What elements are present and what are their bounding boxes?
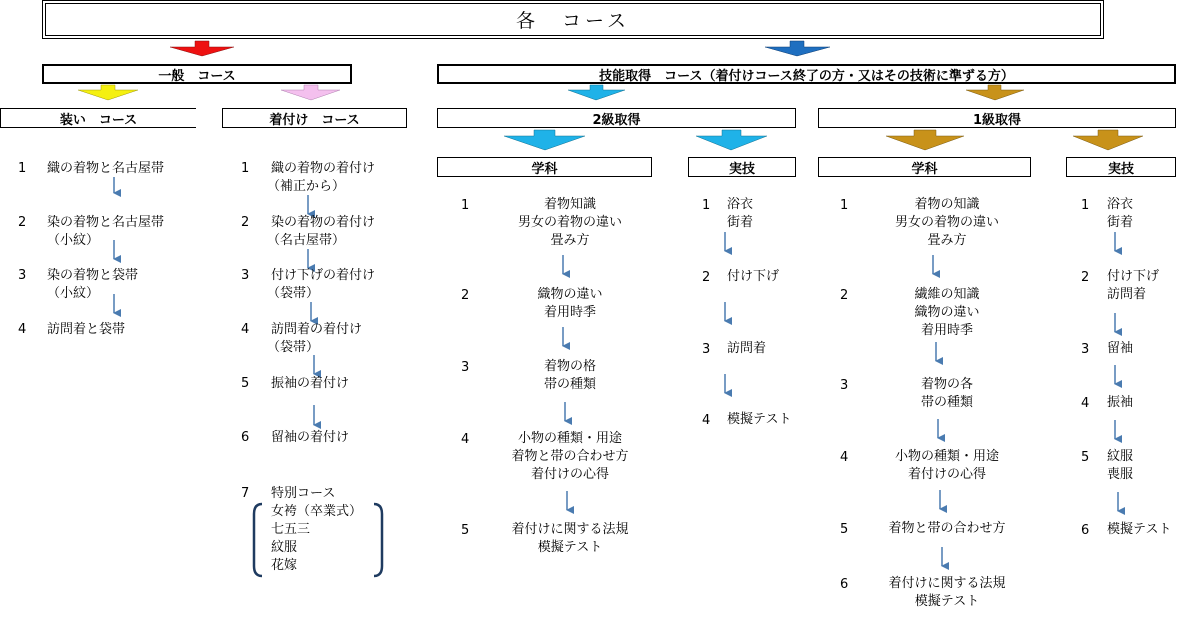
page-title: 各 コース (45, 3, 1101, 36)
g2-theory-line: 着物知識 (543, 197, 596, 212)
g2-practice-line: 浴衣 (727, 197, 754, 212)
g2-theory-line: 小物の種類・用途 (517, 431, 622, 446)
down-block-arrow-icon (78, 85, 138, 100)
dressing-item-num: 7 (241, 486, 250, 501)
g2-practice-line: 訪問着 (727, 341, 767, 356)
g2-theory-line: 男女の着物の違い (517, 215, 622, 230)
g1-practice-num: 4 (1081, 396, 1090, 411)
g1-theory-line: 男女の着物の違い (894, 215, 999, 230)
dressing-special-item: 七五三 (271, 522, 311, 537)
g2-practice-num: 4 (702, 413, 711, 428)
g1-practice-line: 浴衣 (1107, 197, 1134, 212)
grade2-header: 2級取得 (437, 108, 796, 128)
g1-theory-line: 織物の違い (914, 305, 980, 320)
g2-theory-line: 着物と帯の合わせ方 (511, 449, 629, 464)
g1-practice-line: 街着 (1107, 215, 1134, 230)
g2-theory-num: 2 (461, 288, 470, 303)
dressing-item-num: 2 (241, 215, 250, 230)
g2-theory-line: 着物の格 (543, 359, 596, 374)
g2-practice-line: 付け下げ (727, 269, 780, 284)
g2-theory-num: 5 (461, 523, 470, 538)
dressing-item-num: 3 (241, 268, 250, 283)
down-block-arrow-icon (765, 41, 830, 56)
down-block-arrow-icon (504, 130, 585, 150)
g1-theory-line: 小物の種類・用途 (894, 449, 999, 464)
g1-theory-line: 着物と帯の合わせ方 (888, 521, 1006, 536)
grade1-theory-header: 学科 (818, 157, 1031, 177)
dressing-item-num: 1 (241, 161, 250, 176)
g2-practice-num: 2 (702, 270, 711, 285)
grade2-theory-header: 学科 (437, 157, 652, 177)
down-block-arrow-icon (568, 85, 625, 100)
g1-practice-line: 訪問着 (1107, 287, 1147, 302)
g2-theory-line: 着用時季 (543, 305, 596, 320)
g1-theory-line: 繊維の知識 (914, 287, 980, 302)
g1-theory-num: 6 (840, 577, 849, 592)
g2-theory-line: 着付けに関する法規 (511, 522, 629, 537)
wear-item-label: 織の着物と名古屋帯 (47, 161, 165, 176)
dressing-item-sub: （名古屋帯） (267, 233, 346, 248)
dressing-item-label: 付け下げの着付け (271, 268, 376, 283)
wear-item-num: 2 (18, 215, 27, 230)
g2-practice-line: 街着 (727, 215, 754, 230)
g2-theory-line: 畳み方 (550, 233, 590, 248)
wear-item-sub: （小紋） (47, 286, 100, 301)
dressing-item-label: 訪問着の着付け (271, 322, 363, 337)
g1-theory-line: 着物の知識 (914, 197, 980, 212)
wear-item-sub: （小紋） (47, 233, 100, 248)
dressing-item-label: 振袖の着付け (271, 376, 350, 391)
wear-item-num: 1 (18, 161, 27, 176)
g2-theory-num: 1 (461, 198, 470, 213)
down-block-arrow-icon (696, 130, 767, 150)
grade2-practice-header: 実技 (688, 157, 796, 177)
down-block-arrow-icon (1073, 130, 1143, 150)
g1-practice-line: 付け下げ (1107, 269, 1160, 284)
down-block-arrow-icon (966, 85, 1024, 100)
g1-practice-line: 留袖 (1107, 341, 1134, 356)
g1-practice-num: 1 (1081, 198, 1090, 213)
g1-practice-line: 喪服 (1107, 467, 1134, 482)
g1-theory-line: 模擬テスト (914, 594, 980, 609)
g1-practice-num: 5 (1081, 450, 1090, 465)
dressing-item-num: 5 (241, 376, 250, 391)
g1-theory-line: 帯の種類 (920, 395, 973, 410)
g1-theory-line: 着用時季 (920, 323, 973, 338)
dressing-item-label: 織の着物の着付け (271, 161, 376, 176)
g2-theory-line: 着付けの心得 (530, 467, 609, 482)
g1-theory-num: 1 (840, 198, 849, 213)
g1-theory-line: 着付けの心得 (907, 467, 986, 482)
grade1-header: 1級取得 (818, 108, 1176, 128)
g2-theory-num: 4 (461, 432, 470, 447)
g1-theory-num: 5 (840, 522, 849, 537)
g2-theory-num: 3 (461, 360, 470, 375)
g2-theory-line: 織物の違い (537, 287, 603, 302)
dressing-item-sub: （袋帯） (267, 286, 320, 301)
dressing-item-num: 6 (241, 430, 250, 445)
g1-theory-num: 2 (840, 288, 849, 303)
g1-theory-num: 3 (840, 378, 849, 393)
g1-theory-line: 着物の各 (920, 377, 973, 392)
wear-item-num: 4 (18, 322, 27, 337)
dressing-item-num: 4 (241, 322, 250, 337)
g1-theory-line: 畳み方 (927, 233, 967, 248)
g2-theory-line: 模擬テスト (537, 540, 603, 555)
dressing-item-sub: （袋帯） (267, 340, 320, 355)
wear-item-num: 3 (18, 268, 27, 283)
g1-practice-num: 2 (1081, 270, 1090, 285)
g1-practice-line: 模擬テスト (1107, 522, 1172, 537)
dressing-item-label: 染の着物の着付け (271, 215, 376, 230)
g2-practice-line: 模擬テスト (727, 412, 792, 427)
g2-practice-num: 1 (702, 198, 711, 213)
general-course-header: 一般 コース (42, 64, 352, 84)
g1-theory-num: 4 (840, 450, 849, 465)
g1-theory-line: 着付けに関する法規 (888, 576, 1006, 591)
down-block-arrow-icon (886, 130, 964, 150)
g1-practice-line: 振袖 (1107, 395, 1134, 410)
dressing-item-label: 特別コース (271, 486, 336, 501)
down-block-arrow-icon (281, 85, 340, 100)
wear-course-header: 装い コース (0, 108, 196, 128)
dressing-special-item: 花嫁 (271, 558, 298, 573)
down-block-arrow-icon (170, 41, 234, 56)
g1-practice-line: 紋服 (1107, 449, 1134, 464)
g1-practice-num: 6 (1081, 523, 1090, 538)
dressing-course-header: 着付け コース (222, 108, 407, 128)
g2-practice-num: 3 (702, 342, 711, 357)
wear-item-label: 染の着物と名古屋帯 (47, 215, 165, 230)
dressing-item-sub: （補正から） (267, 179, 346, 194)
dressing-item-label: 留袖の着付け (271, 430, 350, 445)
g2-theory-line: 帯の種類 (543, 377, 596, 392)
wear-item-label: 訪問着と袋帯 (47, 322, 126, 337)
dressing-special-item: 紋服 (271, 540, 298, 555)
dressing-special-item: 女袴（卒業式） (271, 504, 363, 519)
g1-practice-num: 3 (1081, 342, 1090, 357)
grade1-practice-header: 実技 (1066, 157, 1176, 177)
wear-item-label: 染の着物と袋帯 (47, 268, 139, 283)
skill-course-header: 技能取得 コース（着付けコース終了の方・又はその技術に準ずる方） (437, 64, 1176, 84)
